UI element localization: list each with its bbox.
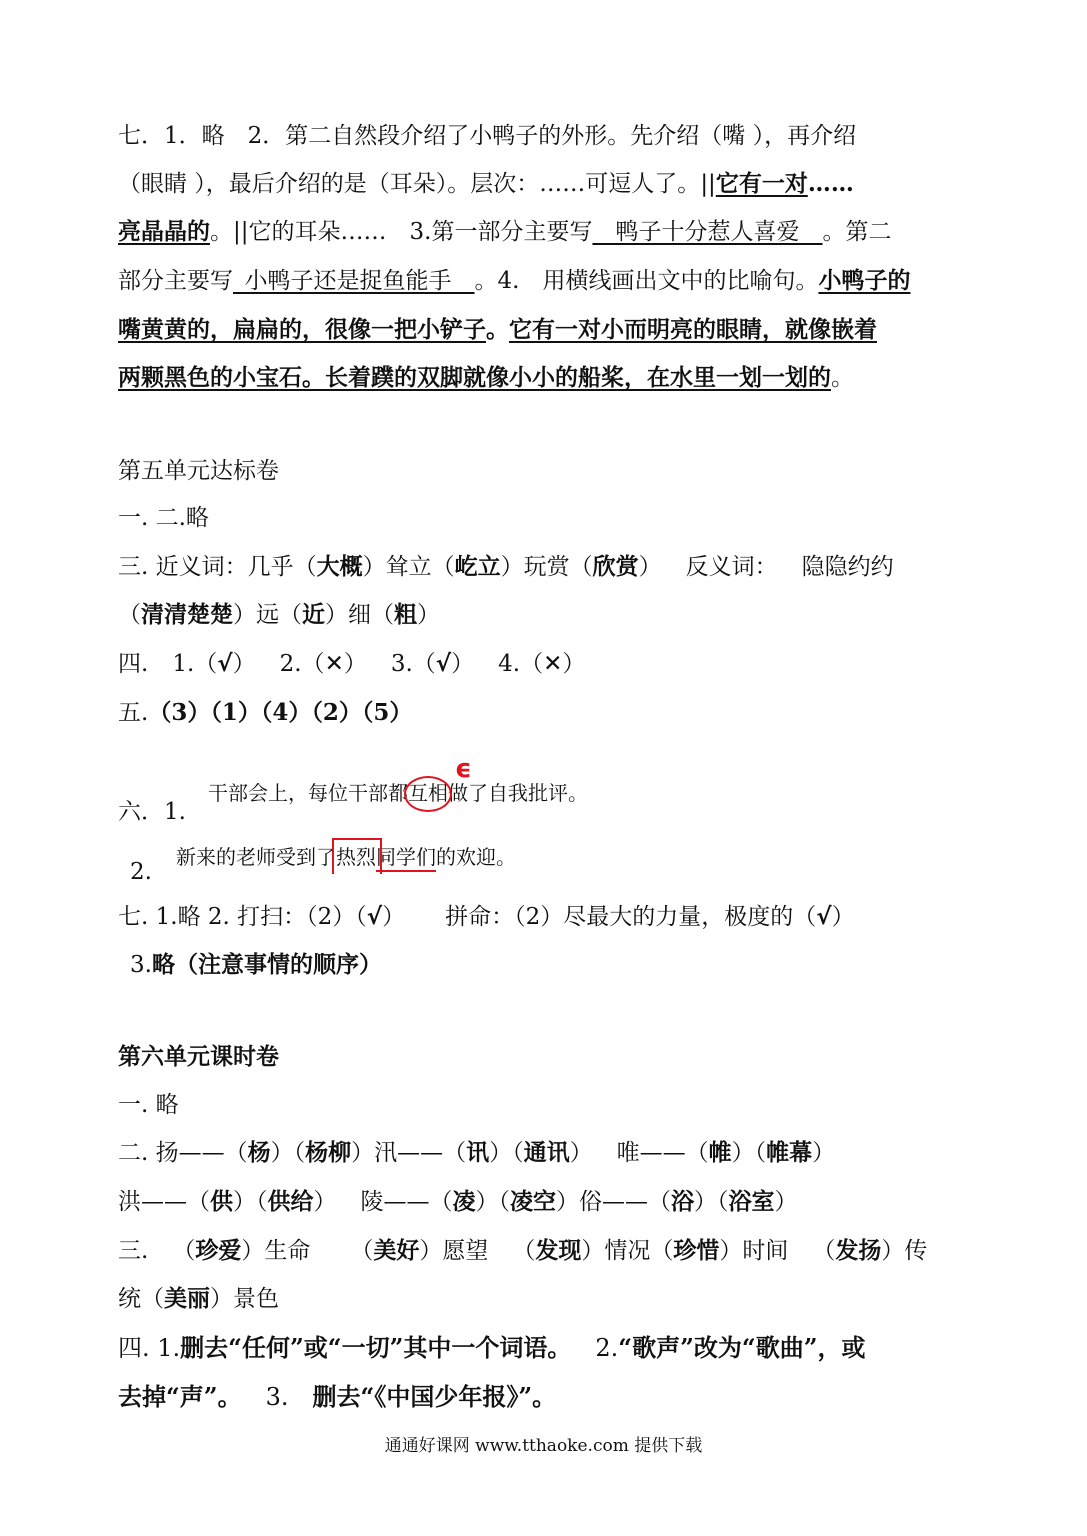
unit6-q3a (118, 1235, 977, 1267)
q6-sentence2 (176, 844, 516, 872)
q6-label1: 六．1. (118, 799, 186, 825)
answer-word: 杨柳 (305, 1139, 352, 1166)
answer-word: 帷 (708, 1139, 732, 1166)
q3-text: ）细（ (325, 602, 394, 628)
q4-item: ） (451, 651, 475, 677)
q4-item: 4.（ (498, 651, 544, 677)
answer-word: 清清楚楚 (141, 601, 233, 628)
q3-text: ） (638, 554, 662, 580)
q3-text: ）传 (881, 1238, 928, 1264)
q4-text: 四. 1. (118, 1334, 181, 1362)
answer-word: 欣赏 (592, 553, 639, 580)
q3-text: （ (512, 1238, 536, 1264)
q3-text: ）远（ (233, 602, 302, 628)
q4-item: 1.（ (172, 651, 218, 677)
q7-text: ） (382, 904, 406, 930)
q7-text: 七. 1.略 2. 打扫：（2）（ (118, 904, 367, 930)
answer-word: 杨 (247, 1139, 271, 1166)
check-mark: √ (217, 651, 233, 677)
unit6-q2a (118, 1137, 977, 1169)
unit5-q7b (130, 949, 977, 981)
q3-text: （ (350, 1238, 374, 1264)
unit6-q1: 一. 略 (118, 1092, 179, 1118)
answer-word: 珍爱 (195, 1237, 242, 1264)
answer-word: 发现 (535, 1237, 582, 1264)
check-mark: √ (816, 904, 832, 930)
boxed-word (336, 844, 376, 870)
answer-word: 讯 (466, 1139, 490, 1166)
q4-item: ） (562, 651, 586, 677)
q6-sentence1 (208, 780, 588, 806)
q3-text: ）生命 (241, 1238, 311, 1264)
q2-text: ）汛——（ (351, 1140, 467, 1166)
red-circle (404, 776, 452, 812)
order-answer: （1） (210, 699, 261, 726)
unit5-q3b (118, 599, 977, 631)
bold-text: 去掉“声”。 (118, 1382, 242, 1411)
unit5-q4 (118, 648, 977, 680)
q2-text: ） (774, 1189, 798, 1215)
q2-text: ）（ (270, 1140, 306, 1166)
q2-text: ）（ (489, 1140, 524, 1166)
q2-text: 唯——（ (616, 1140, 709, 1166)
cross-mark: ✕ (543, 651, 563, 677)
q3-text: 三. 近义词：几乎（ (118, 554, 317, 580)
check-mark: √ (366, 904, 383, 930)
q2-text: ） (313, 1189, 337, 1215)
answer-word: 凌空 (510, 1188, 556, 1215)
divider-mark: || (700, 171, 716, 197)
answer-word: 发扬 (835, 1237, 882, 1264)
bold-text: 。 (486, 316, 509, 343)
q3-text: 三. (118, 1238, 149, 1264)
circled-word (408, 780, 448, 806)
q3-text: （ (118, 602, 141, 628)
answer-blank: _小鸭子还是捉鱼能手__ (233, 268, 475, 294)
sentence-text: 干部会上，每位干部都 (208, 781, 408, 805)
q4-item: ） (343, 651, 367, 677)
antonym-label: 反义词： (685, 554, 778, 580)
answer-blank: __鸭子十分惹人喜爱__ (592, 219, 823, 245)
unit5-q5 (118, 697, 977, 729)
q2-text: 洪——（ (118, 1189, 210, 1215)
unit6-q4a (118, 1332, 977, 1364)
q7-text: ） (831, 904, 855, 930)
bold-text: 略（注意事情的顺序） (151, 951, 382, 978)
unit5-q3 (118, 551, 977, 583)
answer-word: 近 (302, 601, 325, 628)
q3-text: （ (812, 1238, 836, 1264)
sec7a-text: 七．1．略 2．第二自然段介绍了小鸭子的外形。先介绍（嘴 ），再介绍 (118, 123, 857, 149)
q3-text: 隐隐约约 (801, 554, 894, 580)
unit6-q3b (118, 1283, 977, 1315)
q4-item: 2.（ (279, 651, 325, 677)
bold-text: “歌声”改为“歌曲”，或 (618, 1333, 866, 1362)
sec7a-line5 (118, 314, 977, 346)
q3-text: ）景色 (210, 1286, 279, 1312)
q3-text: （ (172, 1238, 196, 1264)
sec7a-line3 (118, 216, 977, 248)
q3-text: ）玩赏（ (500, 554, 593, 580)
underlined-bold-text: 它有一对 (715, 170, 808, 197)
order-answer: （4） (260, 699, 312, 726)
sentence-text: 的欢迎。 (436, 845, 516, 869)
sec7a-line4 (118, 265, 977, 297)
q6-label2: 2. (130, 859, 152, 885)
metaphor-sentence: 小鸭子的 (818, 267, 911, 294)
q2-text: 陵——（ (360, 1189, 453, 1215)
unit6-q2b (118, 1186, 977, 1218)
cross-mark: ✕ (324, 651, 344, 677)
sec7a-text: 。第二 (822, 219, 892, 245)
order-answer: （5） (361, 699, 413, 726)
deletion-mark: ϵ (455, 754, 472, 784)
sec7a-text: 。||它的耳朵…… 3.第一部分主要写 (210, 219, 593, 245)
q4-label: 四. (118, 651, 149, 677)
unit5-q7 (118, 901, 977, 933)
unit6-q4b (118, 1381, 977, 1413)
unit5-title: 第五单元达标卷 (118, 458, 279, 484)
q2-text: ）（ (475, 1189, 510, 1215)
answer-word: 浴室 (728, 1188, 775, 1215)
q7-text: 拼命：（2）尽最大的力量，极度的（ (445, 904, 817, 930)
answer-word: 供给 (267, 1188, 314, 1215)
sentence-text: 新来的老师受到了 (176, 845, 336, 869)
order-answer: （2） (311, 699, 362, 726)
q5-label: 五. (118, 700, 149, 726)
sec7a-text: 。 (831, 365, 854, 391)
answer-word: 美丽 (164, 1285, 210, 1312)
underlined-word (376, 844, 436, 872)
q4-text: 2. (595, 1334, 619, 1362)
q2-text: ）（ (233, 1189, 268, 1215)
q3-text: ）时间 (719, 1238, 789, 1264)
q3-text: ）情况（ (581, 1238, 674, 1264)
q3-text: ） (417, 602, 440, 628)
sentence-text: 同学们 (376, 845, 436, 869)
bold-text: 删去“《中国少年报》”。 (312, 1382, 557, 1411)
sentence-text: 热烈 (336, 845, 376, 869)
q2-text: ） (569, 1140, 593, 1166)
check-mark: √ (435, 651, 452, 677)
sec7a-line1 (118, 120, 977, 152)
q2-text: ）（ (731, 1140, 767, 1166)
underlined-bold-text: 亮晶晶的 (118, 218, 210, 245)
bold-text: 删去“任何”或“一切”其中一个词语。 (180, 1333, 572, 1362)
q3-text: ）愿望 (419, 1238, 489, 1264)
metaphor-sentence: 两颗黑色的小宝石。长着蹼的双脚就像小小的船桨，在水里一划一划的 (118, 364, 831, 391)
page-footer: 通通好课网 www.tthaoke.com 提供下载 (384, 1436, 703, 1456)
answer-word: 供 (210, 1188, 233, 1215)
q2-text: ） (812, 1140, 836, 1166)
sec7a-text: 部分主要写 (118, 268, 233, 294)
sentence-text: 做了自我批评。 (448, 781, 588, 805)
sentence-text: 互相 (408, 781, 448, 805)
red-box (332, 838, 382, 874)
answer-word: 屹立 (454, 553, 501, 580)
q2-text: ）（ (694, 1189, 729, 1215)
answer-word: 帷幕 (766, 1139, 813, 1166)
answer-word: 珍惜 (673, 1237, 720, 1264)
q3-text: ）耸立（ (362, 554, 455, 580)
answer-word: 大概 (316, 553, 363, 580)
unit5-q12: 一. 二.略 (118, 505, 209, 531)
sec7a-text: 。4. 用横线画出文中的比喻句。 (474, 268, 819, 294)
answer-word: 浴 (671, 1188, 694, 1215)
sec7a-line2 (118, 168, 977, 200)
unit6-title: 第六单元课时卷 (118, 1043, 279, 1070)
order-answer: （3） (148, 699, 211, 726)
metaphor-sentence: 嘴黄黄的，扁扁的，很像一把小铲子 (118, 316, 486, 343)
sec7a-text: （眼睛 ），最后介绍的是（耳朵）。层次：……可逗人了。 (118, 171, 701, 197)
q4-text: 3. (265, 1383, 289, 1411)
q4-item: 3.（ (390, 651, 436, 677)
q2-text: ）俗——（ (556, 1189, 671, 1215)
q4-item: ） (232, 651, 256, 677)
q2-text: 二. 扬——（ (118, 1140, 248, 1166)
q7-text: 3. (130, 952, 152, 978)
answer-word: 粗 (394, 601, 417, 628)
q3-text: 统（ (118, 1286, 164, 1312)
answer-word: 通讯 (523, 1139, 570, 1166)
answer-word: 美好 (373, 1237, 420, 1264)
bold-text: …… (807, 170, 854, 197)
metaphor-sentence: 它有一对小而明亮的眼睛，就像嵌着 (509, 316, 877, 343)
answer-word: 凌 (452, 1188, 476, 1215)
sec7a-line6 (118, 362, 977, 394)
